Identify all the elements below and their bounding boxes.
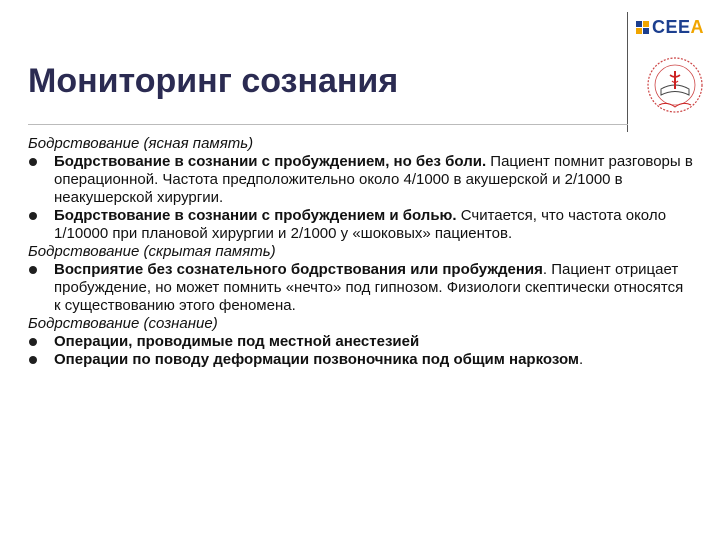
list-item-bold: Бодрствование в сознании с пробуждением, но без боли. <box>54 153 487 170</box>
ceea-logo-icon <box>636 21 649 34</box>
bullet-icon <box>29 212 37 220</box>
ceea-logo-text-accent: A <box>690 16 705 37</box>
list-item-bold: Операции, проводимые под местной анестезией <box>54 333 420 350</box>
header-divider <box>627 12 628 132</box>
section-heading: Бодрствование (скрытая память) <box>28 243 276 260</box>
list-item <box>28 333 693 351</box>
bullet-icon <box>29 356 37 364</box>
list-item <box>28 351 693 369</box>
seal-logo-icon <box>645 55 705 117</box>
list-item-text: Считается, что частота около 1/10000 при плановой хирургии и 2/1000 у «шоковых» пациентов. <box>54 207 667 242</box>
list-item-bold: Бодрствование в сознании с пробуждением и болью. <box>54 207 457 224</box>
slide-content <box>28 135 693 369</box>
title-rule <box>28 124 628 125</box>
list-item-text: . Пациент отрицает пробуждение, но может помнить «нечто» под гипнозом. Физиологи скептически относятся к существованию этого феномена. <box>54 261 684 314</box>
list-item <box>28 153 693 207</box>
section-heading: Бодрствование (ясная память) <box>28 135 254 152</box>
page-title: Мониторинг сознания <box>28 62 399 100</box>
ceea-logo-text: CEE <box>652 16 691 37</box>
ceea-logo <box>636 14 704 40</box>
bullet-icon <box>29 158 37 166</box>
list-item <box>28 207 693 243</box>
bullet-icon <box>29 338 37 346</box>
list-item <box>28 261 693 315</box>
list-item-text: . <box>579 351 584 368</box>
bullet-icon <box>29 266 37 274</box>
list-item-bold: Восприятие без сознательного бодрствования или пробуждения <box>54 261 543 278</box>
list-item-bold: Операции по поводу деформации позвоночника под общим наркозом <box>54 351 579 368</box>
list-item-text: Пациент помнит разговоры в операционной. Частота предположительно около 4/1000 в акушерской и 2/1000 в неакушерской хирургии. <box>54 153 693 206</box>
section-heading: Бодрствование (сознание) <box>28 315 218 332</box>
